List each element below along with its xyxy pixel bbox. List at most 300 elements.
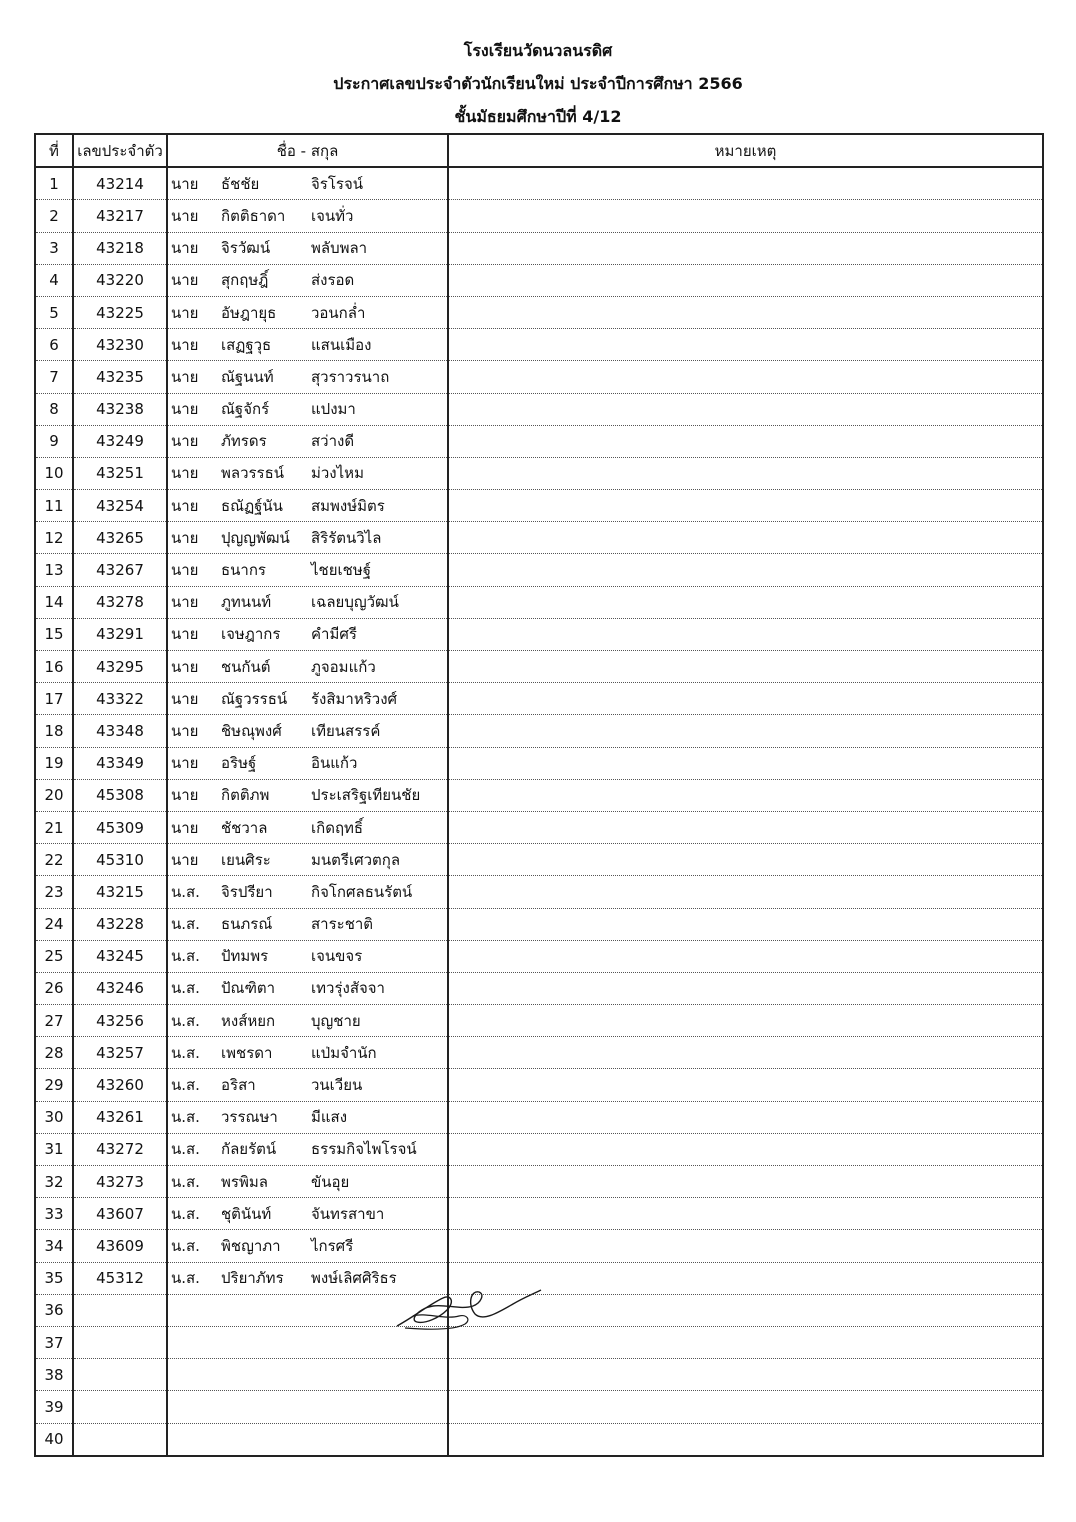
table-row [35, 1101, 1043, 1133]
remarks-cell [448, 361, 1043, 393]
table-row [35, 940, 1043, 972]
student-roster-table [34, 133, 1044, 1457]
remarks-cell [448, 1037, 1043, 1069]
name-prefix: นาย [171, 271, 199, 290]
first-name: ปุญญพัฒน์ [221, 528, 290, 547]
remarks-cell [448, 393, 1043, 425]
remarks-cell [448, 329, 1043, 361]
row-number: 13 [35, 554, 73, 586]
row-number: 19 [35, 747, 73, 779]
remarks-cell [448, 1005, 1043, 1037]
student-name [167, 747, 448, 779]
first-name: สุกฤษฎิ์ [221, 271, 269, 290]
student-id [73, 1359, 167, 1391]
remarks-cell [448, 200, 1043, 232]
last-name: ส่งรอด [311, 271, 355, 290]
student-name [167, 490, 448, 522]
first-name: พลวรรธน์ [221, 464, 285, 483]
first-name: กิตติธาดา [221, 206, 286, 225]
remarks-cell [448, 490, 1043, 522]
row-number: 30 [35, 1101, 73, 1133]
student-id [73, 1326, 167, 1358]
student-id: 43261 [73, 1101, 167, 1133]
last-name: เทียนสรรค์ [311, 721, 381, 740]
student-id [73, 1423, 167, 1456]
name-prefix: นาย [171, 367, 199, 386]
table-header-row [35, 134, 1043, 167]
first-name: วรรณษา [221, 1108, 278, 1127]
name-prefix: นาย [171, 303, 199, 322]
remarks-cell [448, 779, 1043, 811]
last-name: จันทรสาขา [311, 1204, 385, 1223]
student-name [167, 618, 448, 650]
student-name [167, 361, 448, 393]
row-number: 27 [35, 1005, 73, 1037]
name-prefix: น.ส. [171, 1108, 200, 1127]
last-name: ไกรศรี [311, 1236, 354, 1255]
row-number: 7 [35, 361, 73, 393]
student-id: 43267 [73, 554, 167, 586]
first-name: อริษฐ์ [221, 754, 257, 773]
student-name [167, 522, 448, 554]
student-name [167, 940, 448, 972]
table-row [35, 1391, 1043, 1423]
student-name [167, 1101, 448, 1133]
school-name: โรงเรียนวัดนวลนรดิศ [463, 41, 613, 60]
row-number: 24 [35, 908, 73, 940]
first-name: ณัฐนนท์ [221, 367, 274, 386]
student-id: 43349 [73, 747, 167, 779]
last-name: กิจโกศลธนรัตน์ [311, 882, 413, 901]
student-id: 43295 [73, 651, 167, 683]
row-number: 23 [35, 876, 73, 908]
student-name [167, 264, 448, 296]
table-row [35, 586, 1043, 618]
name-prefix: น.ส. [171, 1236, 200, 1255]
remarks-cell [448, 618, 1043, 650]
table-row [35, 1037, 1043, 1069]
row-number: 17 [35, 683, 73, 715]
name-prefix: นาย [171, 625, 199, 644]
name-prefix: นาย [171, 786, 199, 805]
row-number: 3 [35, 232, 73, 264]
row-number: 12 [35, 522, 73, 554]
last-name: วอนกล่ำ [311, 303, 366, 322]
last-name: เกิดฤทธิ์ [311, 818, 364, 837]
table-row [35, 167, 1043, 200]
remarks-cell [448, 425, 1043, 457]
remarks-cell [448, 1101, 1043, 1133]
remarks-cell [448, 264, 1043, 296]
student-name [167, 425, 448, 457]
last-name: แสนเมือง [311, 335, 372, 354]
row-number: 1 [35, 167, 73, 200]
name-prefix: นาย [171, 754, 199, 773]
student-id [73, 1391, 167, 1423]
student-name [167, 908, 448, 940]
name-prefix: นาย [171, 818, 199, 837]
student-name [167, 586, 448, 618]
last-name: รังสิมาหริวงศ์ [311, 689, 398, 708]
student-name [167, 844, 448, 876]
remarks-cell [448, 167, 1043, 200]
table-row [35, 457, 1043, 489]
student-name [167, 393, 448, 425]
table-row [35, 811, 1043, 843]
student-id: 43257 [73, 1037, 167, 1069]
name-prefix: นาย [171, 657, 199, 676]
student-name [167, 1037, 448, 1069]
first-name: พิชญาภา [221, 1236, 281, 1255]
table-row [35, 393, 1043, 425]
remarks-cell [448, 811, 1043, 843]
table-row [35, 1198, 1043, 1230]
student-name [167, 1005, 448, 1037]
row-number: 4 [35, 264, 73, 296]
student-id: 43273 [73, 1166, 167, 1198]
student-id: 43256 [73, 1005, 167, 1037]
student-id: 45309 [73, 811, 167, 843]
student-id: 43214 [73, 167, 167, 200]
student-id: 43272 [73, 1133, 167, 1165]
name-prefix: นาย [171, 593, 199, 612]
first-name: ชุตินันท์ [221, 1204, 272, 1223]
first-name: ปริยาภัทร [221, 1269, 284, 1288]
name-prefix: น.ส. [171, 1076, 200, 1095]
student-name [167, 1230, 448, 1262]
name-prefix: น.ส. [171, 979, 200, 998]
last-name: ธรรมกิจไพโรจน์ [311, 1140, 417, 1159]
row-number: 18 [35, 715, 73, 747]
remarks-cell [448, 747, 1043, 779]
remarks-cell [448, 972, 1043, 1004]
name-prefix: นาย [171, 464, 199, 483]
last-name: จิรโรจน์ [311, 174, 364, 193]
col-header-id: เลขประจำตัว [73, 134, 167, 167]
first-name: กิตติภพ [221, 786, 270, 805]
name-prefix: น.ส. [171, 1043, 200, 1062]
first-name: ชัชวาล [221, 818, 268, 837]
table-row [35, 490, 1043, 522]
table-row [35, 715, 1043, 747]
row-number: 26 [35, 972, 73, 1004]
name-prefix: นาย [171, 206, 199, 225]
first-name: ธนากร [221, 561, 266, 580]
name-prefix: นาย [171, 496, 199, 515]
table-row [35, 1423, 1043, 1456]
first-name: จิรปรียา [221, 882, 273, 901]
student-id: 43220 [73, 264, 167, 296]
remarks-cell [448, 586, 1043, 618]
first-name: เจษฎากร [221, 625, 281, 644]
table-row [35, 554, 1043, 586]
row-number: 33 [35, 1198, 73, 1230]
first-name: พรพิมล [221, 1172, 268, 1191]
name-prefix: นาย [171, 721, 199, 740]
student-id: 43607 [73, 1198, 167, 1230]
row-number: 6 [35, 329, 73, 361]
row-number: 38 [35, 1359, 73, 1391]
row-number: 35 [35, 1262, 73, 1294]
name-prefix: น.ส. [171, 1204, 200, 1223]
last-name: เจนขจร [311, 947, 363, 966]
first-name: ปัณฑิตา [221, 979, 276, 998]
student-name [167, 1198, 448, 1230]
student-id: 43291 [73, 618, 167, 650]
remarks-cell [448, 1423, 1043, 1456]
table-row [35, 329, 1043, 361]
name-prefix: นาย [171, 689, 199, 708]
row-number: 9 [35, 425, 73, 457]
row-number: 20 [35, 779, 73, 811]
name-prefix: นาย [171, 335, 199, 354]
student-name [167, 972, 448, 1004]
student-name [167, 1391, 448, 1423]
table-row [35, 1133, 1043, 1165]
table-row [35, 1166, 1043, 1198]
first-name: เสฏฐวุธ [221, 335, 272, 354]
first-name: ธัชชัย [221, 174, 260, 193]
student-id: 43230 [73, 329, 167, 361]
name-prefix: นาย [171, 400, 199, 419]
student-id [73, 1294, 167, 1326]
student-id: 43609 [73, 1230, 167, 1262]
student-name [167, 1166, 448, 1198]
student-name [167, 876, 448, 908]
name-prefix: นาย [171, 528, 199, 547]
student-id: 43217 [73, 200, 167, 232]
remarks-cell [448, 1391, 1043, 1423]
last-name: บุญชาย [311, 1011, 361, 1030]
student-name [167, 1359, 448, 1391]
col-header-remarks: หมายเหตุ [448, 134, 1043, 167]
student-id: 43249 [73, 425, 167, 457]
row-number: 5 [35, 296, 73, 328]
row-number: 11 [35, 490, 73, 522]
table-row [35, 1359, 1043, 1391]
first-name: อัษฎายุธ [221, 303, 277, 322]
student-name [167, 1069, 448, 1101]
first-name: ธณัฏฐ์นัน [221, 496, 283, 515]
remarks-cell [448, 1359, 1043, 1391]
col-header-no: ที่ [35, 134, 73, 167]
row-number: 34 [35, 1230, 73, 1262]
name-prefix: น.ส. [171, 1140, 200, 1159]
student-id: 43246 [73, 972, 167, 1004]
remarks-cell [448, 522, 1043, 554]
table-row [35, 618, 1043, 650]
student-name [167, 779, 448, 811]
remarks-cell [448, 1230, 1043, 1262]
remarks-cell [448, 715, 1043, 747]
remarks-cell [448, 876, 1043, 908]
student-name [167, 651, 448, 683]
name-prefix: น.ส. [171, 1011, 200, 1030]
row-number: 39 [35, 1391, 73, 1423]
row-number: 15 [35, 618, 73, 650]
roster-body [35, 167, 1043, 1456]
student-id: 43278 [73, 586, 167, 618]
first-name: ณัฐจักร์ [221, 400, 270, 419]
student-id: 43251 [73, 457, 167, 489]
remarks-cell [448, 683, 1043, 715]
last-name: ภูจอมแก้ว [311, 657, 376, 676]
remarks-cell [448, 457, 1043, 489]
last-name: เฉลยบุญวัฒน์ [311, 593, 399, 612]
first-name: กัลยรัตน์ [221, 1140, 277, 1159]
student-name [167, 329, 448, 361]
name-prefix: นาย [171, 561, 199, 580]
last-name: ขันอุย [311, 1172, 350, 1191]
student-id: 43260 [73, 1069, 167, 1101]
remarks-cell [448, 554, 1043, 586]
first-name: ภัทรดร [221, 432, 267, 451]
name-prefix: นาย [171, 850, 199, 869]
name-prefix: น.ส. [171, 1172, 200, 1191]
first-name: หงส์หยก [221, 1011, 276, 1030]
student-name [167, 811, 448, 843]
name-prefix: น.ส. [171, 947, 200, 966]
student-name [167, 457, 448, 489]
name-prefix: น.ส. [171, 1269, 200, 1288]
student-name [167, 296, 448, 328]
student-id: 45310 [73, 844, 167, 876]
last-name: สว่างดี [311, 432, 355, 451]
row-number: 25 [35, 940, 73, 972]
table-row [35, 747, 1043, 779]
student-id: 43245 [73, 940, 167, 972]
name-prefix: นาย [171, 174, 199, 193]
table-row [35, 1069, 1043, 1101]
col-header-name: ชื่อ - สกุล [167, 134, 448, 167]
first-name: ชนกันต์ [221, 657, 271, 676]
remarks-cell [448, 1166, 1043, 1198]
first-name: ณัฐวรรธน์ [221, 689, 288, 708]
last-name: ประเสริฐเทียนชัย [311, 786, 421, 805]
table-row [35, 876, 1043, 908]
name-prefix: น.ส. [171, 915, 200, 934]
table-row [35, 844, 1043, 876]
last-name: คำมีศรี [311, 625, 357, 644]
student-id: 43254 [73, 490, 167, 522]
last-name: พงษ์เลิศศิริธร [311, 1269, 397, 1288]
remarks-cell [448, 232, 1043, 264]
last-name: สมพงษ์มิตร [311, 496, 385, 515]
table-row [35, 232, 1043, 264]
row-number: 21 [35, 811, 73, 843]
first-name: เยนศิระ [221, 850, 271, 869]
student-id: 43265 [73, 522, 167, 554]
student-id: 43348 [73, 715, 167, 747]
row-number: 8 [35, 393, 73, 425]
table-row [35, 1230, 1043, 1262]
table-row [35, 972, 1043, 1004]
table-row [35, 361, 1043, 393]
document-header [0, 34, 1076, 133]
student-id: 43228 [73, 908, 167, 940]
table-row [35, 1005, 1043, 1037]
student-id: 45308 [73, 779, 167, 811]
last-name: เจนทั่ว [311, 206, 354, 225]
last-name: เทวรุ่งสัจจา [311, 979, 385, 998]
row-number: 16 [35, 651, 73, 683]
last-name: สุวราวรนาถ [311, 367, 390, 386]
student-id: 43218 [73, 232, 167, 264]
table-row [35, 779, 1043, 811]
last-name: สิริรัตนวิไล [311, 528, 382, 547]
remarks-cell [448, 1069, 1043, 1101]
signature-icon [395, 1286, 545, 1336]
row-number: 10 [35, 457, 73, 489]
row-number: 37 [35, 1326, 73, 1358]
first-name: ปัทมพร [221, 947, 269, 966]
student-id: 43322 [73, 683, 167, 715]
remarks-cell [448, 296, 1043, 328]
row-number: 32 [35, 1166, 73, 1198]
class-level: ชั้นมัธยมศึกษาปีที่ 4/12 [454, 107, 622, 126]
student-name [167, 683, 448, 715]
first-name: อริสา [221, 1076, 256, 1095]
student-id: 43235 [73, 361, 167, 393]
announcement-title: ประกาศเลขประจำตัวนักเรียนใหม่ ประจำปีการศึกษา 2566 [333, 74, 743, 93]
table-row [35, 683, 1043, 715]
remarks-cell [448, 1133, 1043, 1165]
first-name: ภูทนนท์ [221, 593, 272, 612]
row-number: 14 [35, 586, 73, 618]
last-name: วนเวียน [311, 1076, 363, 1095]
last-name: พลับพลา [311, 239, 368, 258]
first-name: ชิษณุพงศ์ [221, 721, 282, 740]
last-name: แป่มจำนัก [311, 1043, 377, 1062]
table-row [35, 264, 1043, 296]
name-prefix: นาย [171, 239, 199, 258]
remarks-cell [448, 940, 1043, 972]
student-name [167, 232, 448, 264]
first-name: เพชรดา [221, 1043, 273, 1062]
table-row [35, 908, 1043, 940]
last-name: ม่วงไหม [311, 464, 364, 483]
student-id: 43225 [73, 296, 167, 328]
table-row [35, 651, 1043, 683]
table-row [35, 522, 1043, 554]
first-name: ธนภรณ์ [221, 915, 273, 934]
row-number: 29 [35, 1069, 73, 1101]
student-name [167, 715, 448, 747]
row-number: 28 [35, 1037, 73, 1069]
table-row [35, 425, 1043, 457]
table-row [35, 200, 1043, 232]
student-id: 43238 [73, 393, 167, 425]
student-name [167, 554, 448, 586]
row-number: 36 [35, 1294, 73, 1326]
name-prefix: น.ส. [171, 882, 200, 901]
remarks-cell [448, 1198, 1043, 1230]
last-name: สาระชาติ [311, 915, 374, 934]
last-name: มนตรีเศวตกุล [311, 850, 401, 869]
row-number: 31 [35, 1133, 73, 1165]
row-number: 2 [35, 200, 73, 232]
remarks-cell [448, 844, 1043, 876]
table-row [35, 296, 1043, 328]
student-name [167, 1423, 448, 1456]
row-number: 22 [35, 844, 73, 876]
remarks-cell [448, 651, 1043, 683]
last-name: แปงมา [311, 400, 356, 419]
remarks-cell [448, 908, 1043, 940]
row-number: 40 [35, 1423, 73, 1456]
last-name: มีแสง [311, 1108, 348, 1127]
student-name [167, 1133, 448, 1165]
